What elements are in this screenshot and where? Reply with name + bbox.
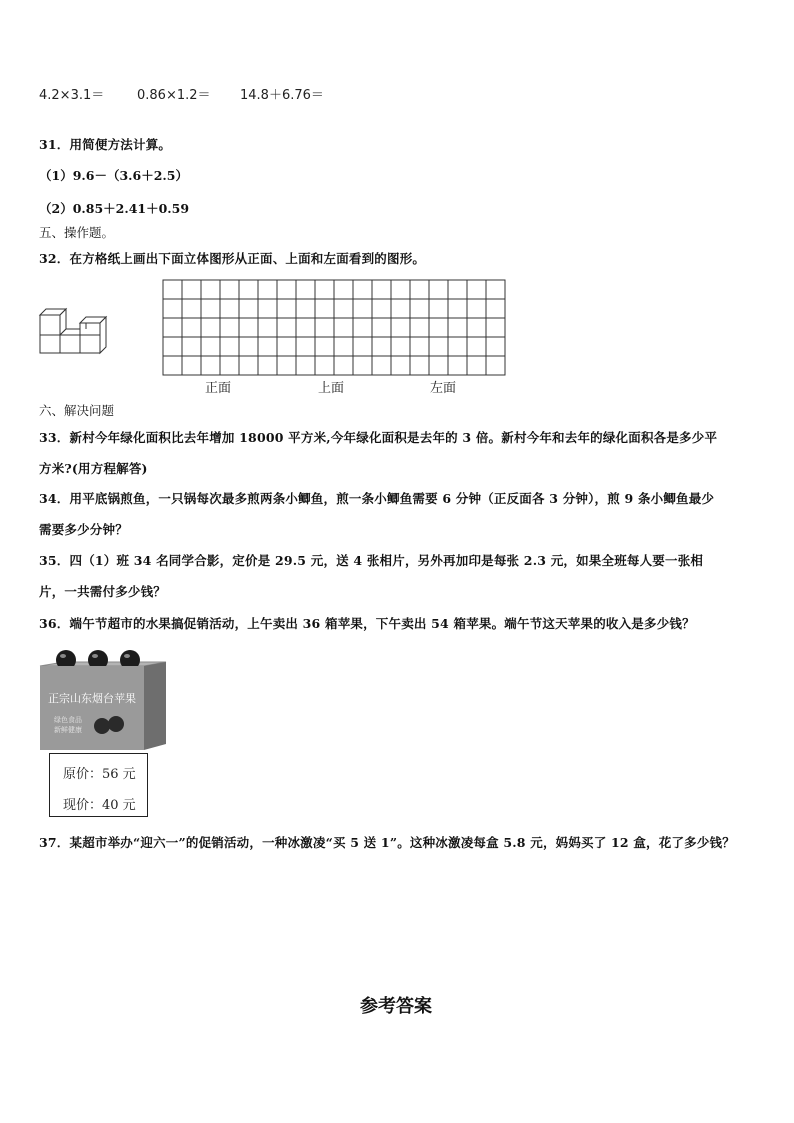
question-33-line-1: 33．新村今年绿化面积比去年增加 18000 平方米,今年绿化面积是去年的 3 倍。新村今年和去年的绿化面积各是多少平 <box>39 430 718 445</box>
question-35-line-2: 片，一共需付多少钱？ <box>39 584 167 599</box>
question-34-line-1: 34．用平底锅煎鱼，一只锅每次最多煎两条小鲫鱼，煎一条小鲫鱼需要 6 分钟（正反面各 3 分钟），煎 9 条小鲫鱼最少 <box>39 491 715 506</box>
calc-item-1: 4.2×3.1＝ <box>39 88 105 103</box>
section-6-heading: 六、解决问题 <box>39 403 115 418</box>
question-34-line-2: 需要多少分钟？ <box>39 522 128 537</box>
grid-paper <box>162 279 508 377</box>
grid-label-front: 正面 <box>205 381 232 396</box>
cube-figure <box>38 303 118 355</box>
grid-label-top: 上面 <box>318 381 345 396</box>
apple-box-image <box>38 646 170 752</box>
answer-title: 参考答案 <box>360 996 432 1017</box>
question-33-line-2: 方米?(用方程解答) <box>39 461 148 476</box>
calc-item-2: 0.86×1.2＝ <box>137 88 211 103</box>
box-subtext-1: 绿色食品 <box>54 716 82 724</box>
box-subtext-2: 新鲜健康 <box>54 726 82 734</box>
original-price: 原价：56 元 <box>63 767 136 782</box>
calc-item-3: 14.8＋6.76＝ <box>240 88 324 103</box>
question-32-title: 32．在方格纸上画出下面立体图形从正面、上面和左面看到的图形。 <box>39 251 426 266</box>
question-35-line-1: 35．四（1）班 34 名同学合影，定价是 29.5 元，送 4 张相片，另外再加印是每张 2.3 元，如果全班每人要一张相 <box>39 553 704 568</box>
price-box <box>49 753 148 817</box>
grid-label-left: 左面 <box>430 381 457 396</box>
current-price: 现价：40 元 <box>63 798 136 813</box>
question-37: 37．某超市举办“迎六一”的促销活动，一种冰激凌“买 5 送 1”。这种冰激凌每盒 5.8 元，妈妈买了 12 盒，花了多少钱？ <box>39 835 735 850</box>
question-31-item-1: （1）9.6－（3.6＋2.5） <box>39 168 188 183</box>
question-31-item-2: （2）0.85＋2.41＋0.59 <box>39 201 190 216</box>
box-brand-text: 正宗山东烟台苹果 <box>48 692 136 705</box>
question-31-title: 31．用简便方法计算。 <box>39 137 172 152</box>
question-36-title: 36．端午节超市的水果搞促销活动，上午卖出 36 箱苹果，下午卖出 54 箱苹果。端午节这天苹果的收入是多少钱？ <box>39 616 695 631</box>
section-5-heading: 五、操作题。 <box>39 225 115 240</box>
